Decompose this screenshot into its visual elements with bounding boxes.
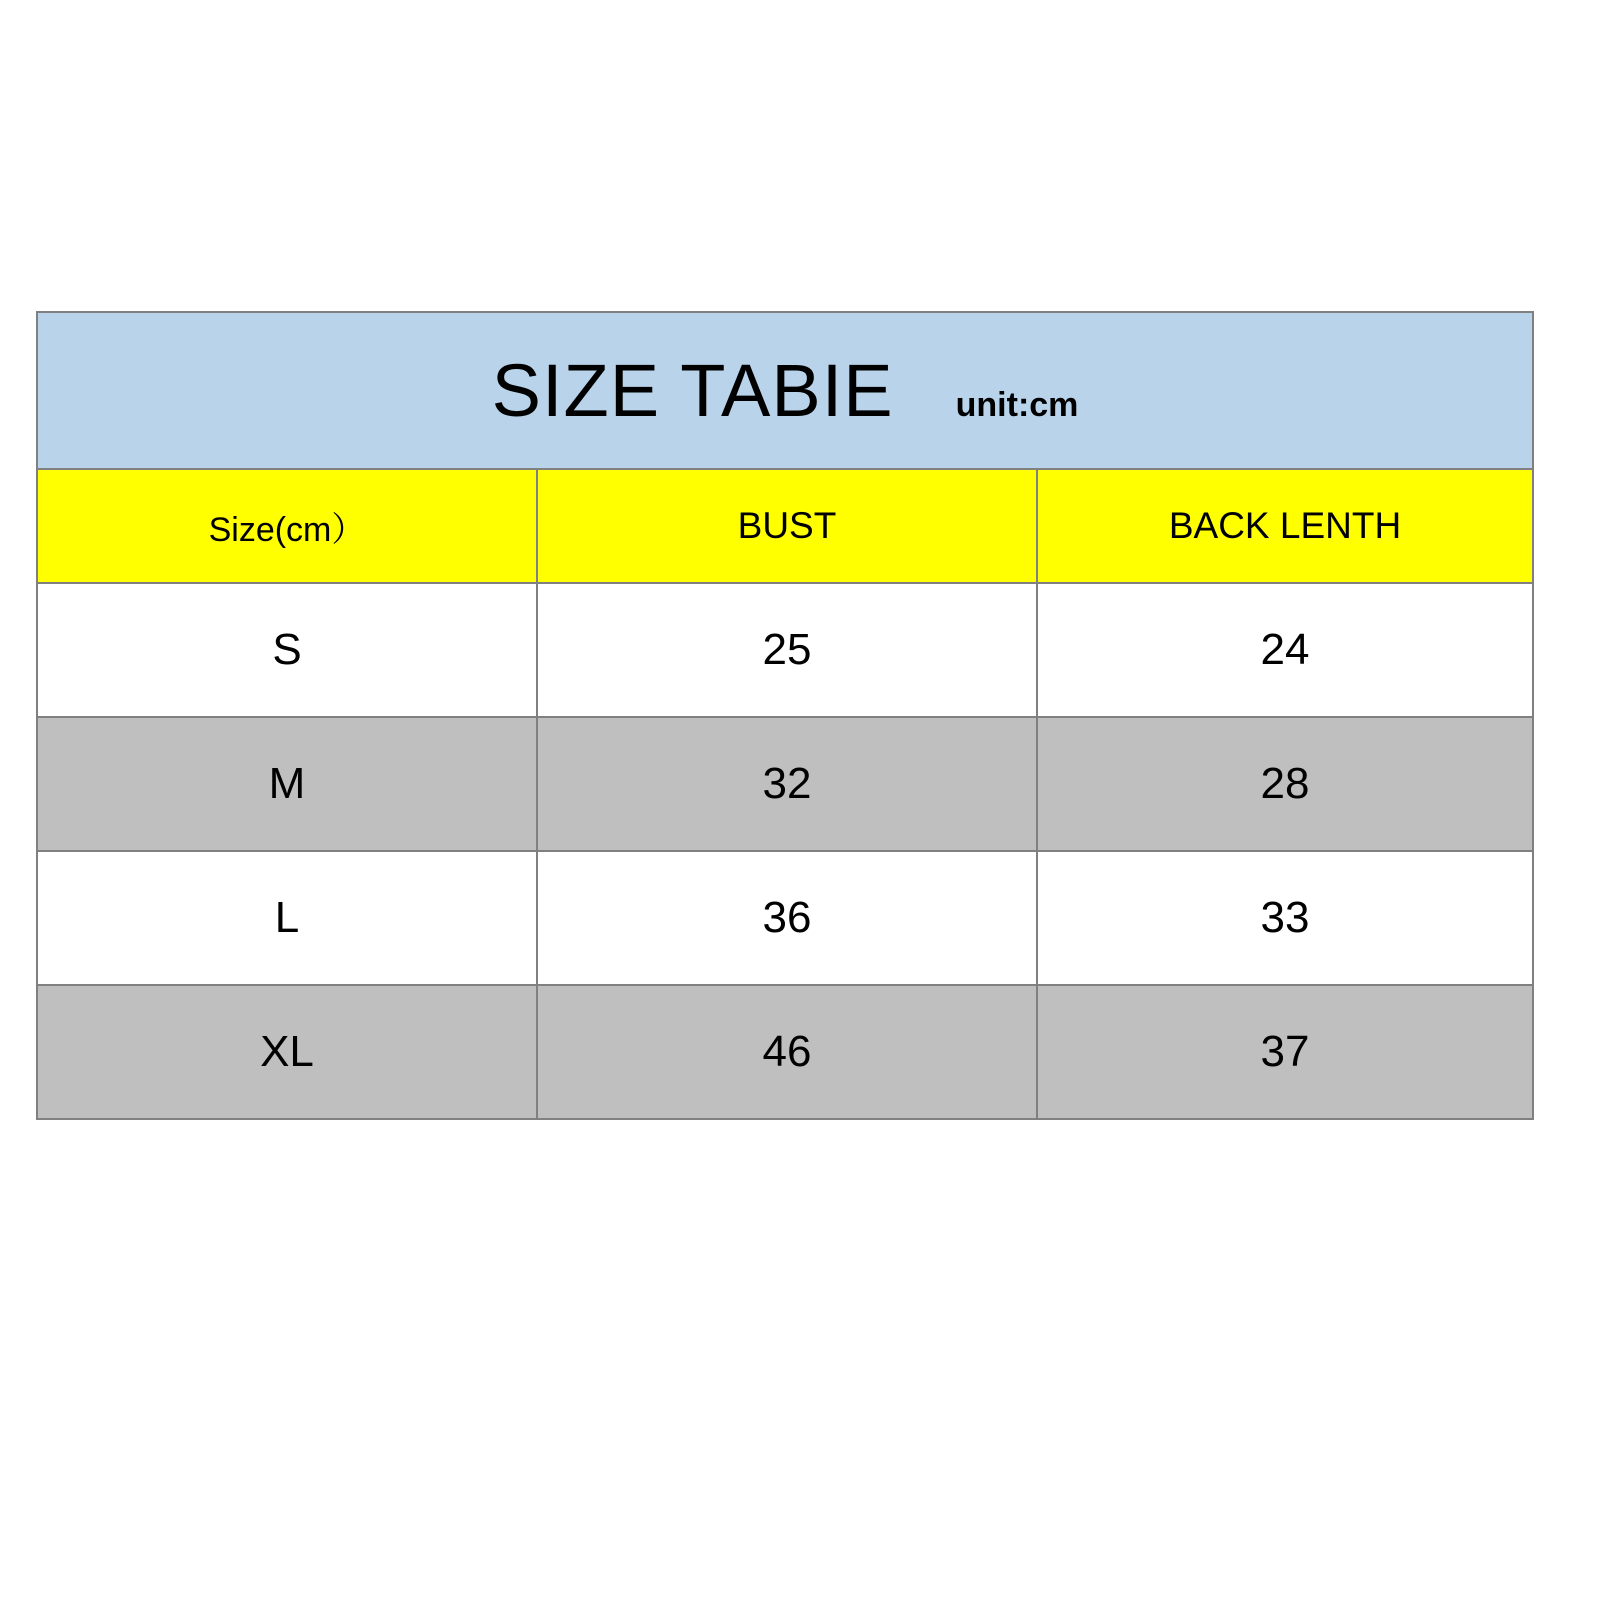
cell-bust: 36	[537, 851, 1037, 985]
table-row	[37, 985, 1533, 1119]
table-header-row	[37, 469, 1533, 583]
cell-back-length: 37	[1037, 985, 1533, 1119]
column-header-size: Size(cm）	[37, 469, 537, 583]
column-header-bust: BUST	[537, 469, 1037, 583]
size-table	[36, 311, 1534, 1120]
cell-bust: 46	[537, 985, 1037, 1119]
cell-back-length: 24	[1037, 583, 1533, 717]
cell-bust: 25	[537, 583, 1037, 717]
table-title-row	[37, 312, 1533, 469]
column-header-back-length: BACK LENTH	[1037, 469, 1533, 583]
cell-back-length: 33	[1037, 851, 1533, 985]
cell-size: S	[37, 583, 537, 717]
cell-size: XL	[37, 985, 537, 1119]
table-row	[37, 583, 1533, 717]
cell-size: M	[37, 717, 537, 851]
table-row	[37, 851, 1533, 985]
cell-size: L	[37, 851, 537, 985]
size-table-container	[36, 311, 1532, 1120]
unit-label: unit:cm	[955, 386, 1079, 424]
page-title: SIZE TABIE	[491, 349, 894, 432]
table-row	[37, 717, 1533, 851]
cell-back-length: 28	[1037, 717, 1533, 851]
title-banner	[37, 312, 1533, 469]
cell-bust: 32	[537, 717, 1037, 851]
